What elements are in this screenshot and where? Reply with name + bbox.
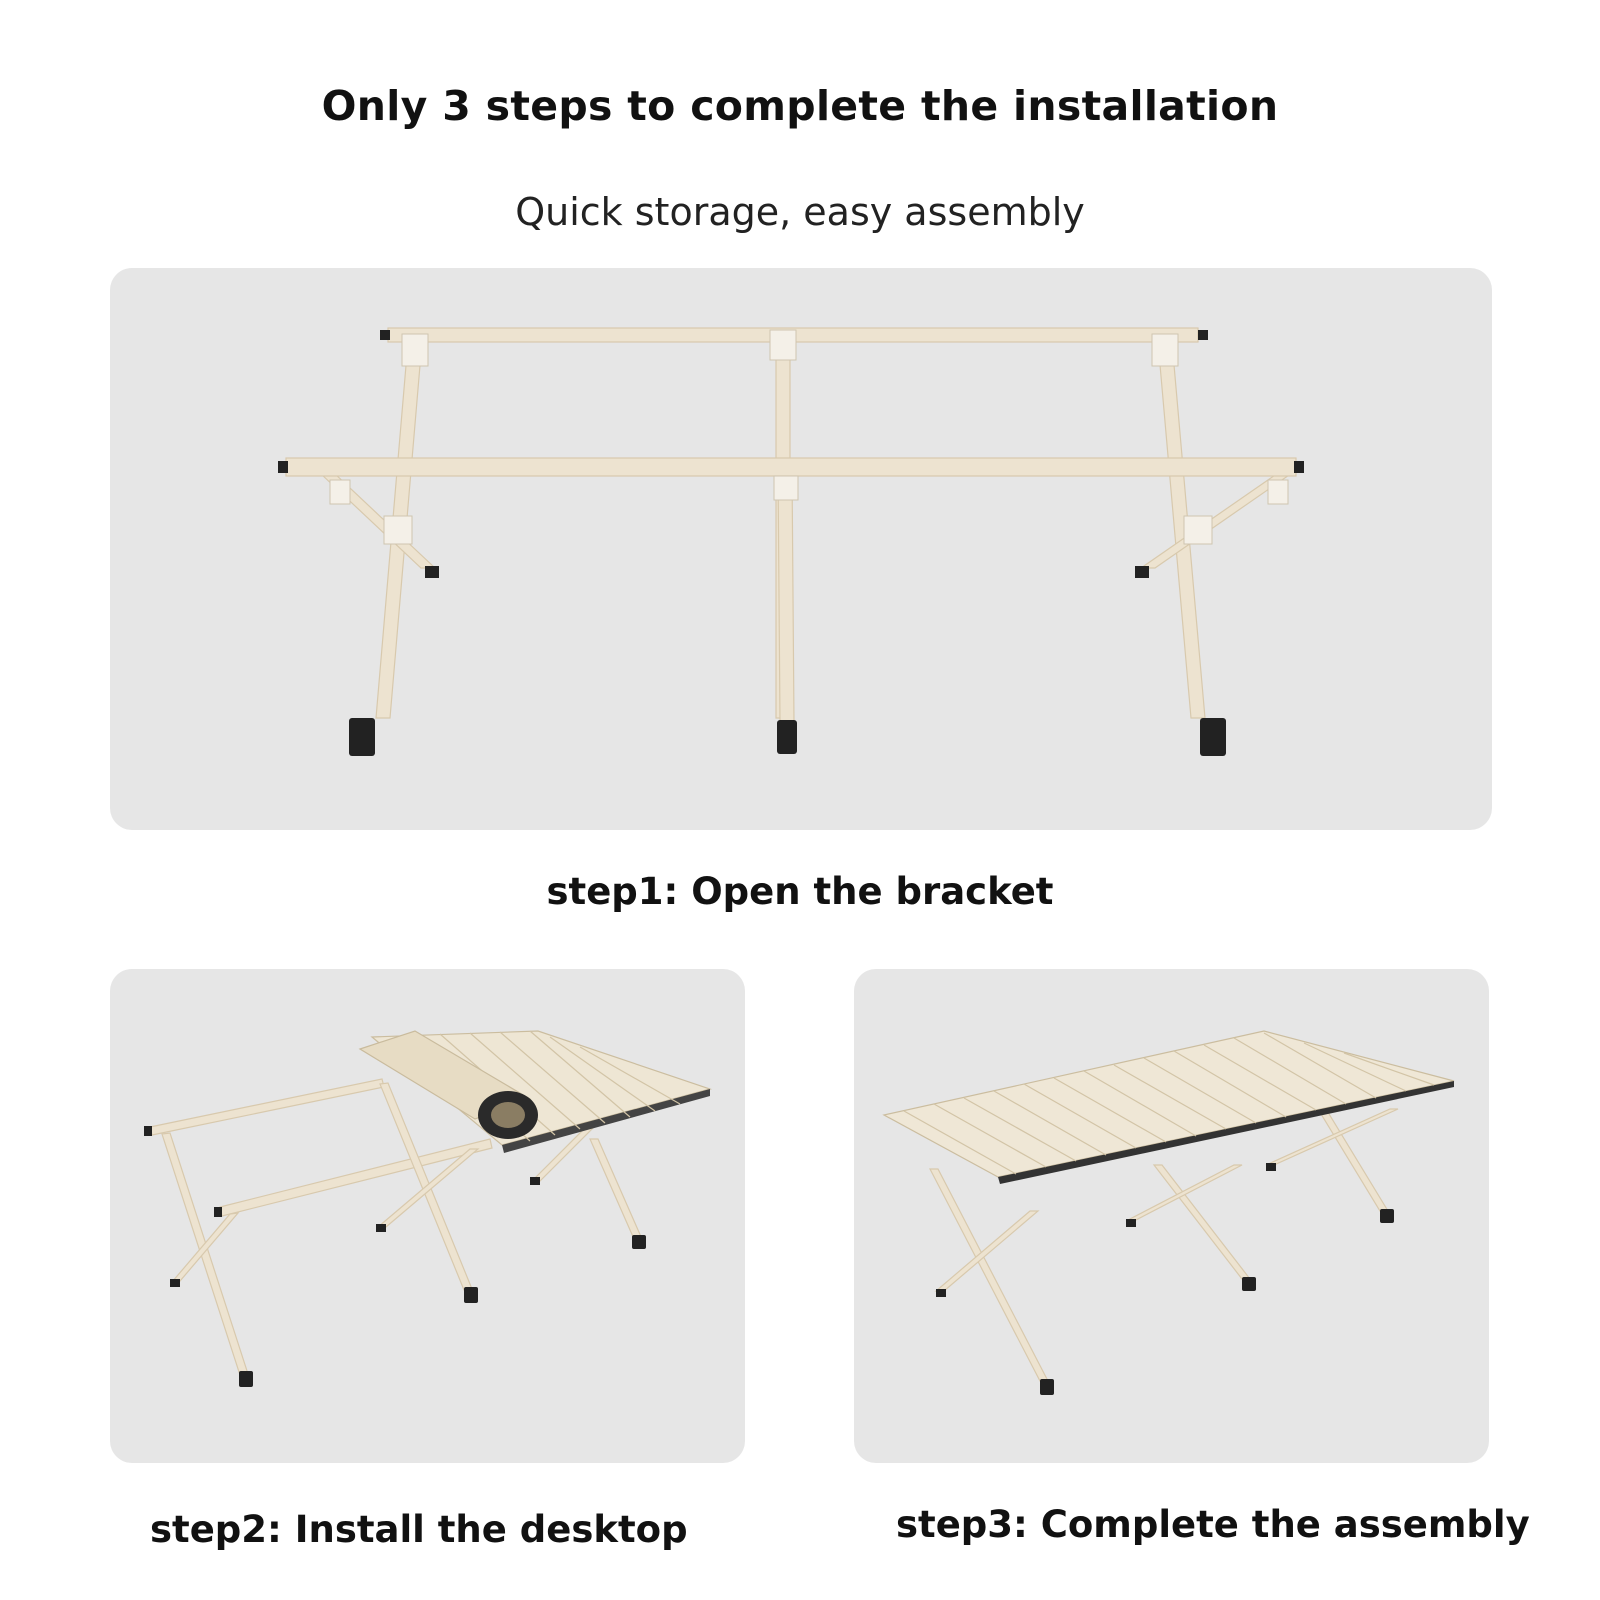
step1-caption: step1: Open the bracket <box>546 870 1054 913</box>
step3-caption: step3: Complete the assembly <box>896 1503 1530 1546</box>
step1-image-panel <box>110 268 1492 830</box>
assembled-table-illustration <box>854 969 1489 1463</box>
page-subtitle: Quick storage, easy assembly <box>515 190 1085 234</box>
install-desktop-illustration <box>110 969 745 1463</box>
step3-image-panel <box>854 969 1489 1463</box>
step2-caption: step2: Install the desktop <box>150 1508 688 1551</box>
step2-image-panel <box>110 969 745 1463</box>
open-bracket-frame-illustration <box>110 268 1492 830</box>
page-title: Only 3 steps to complete the installation <box>321 82 1279 130</box>
